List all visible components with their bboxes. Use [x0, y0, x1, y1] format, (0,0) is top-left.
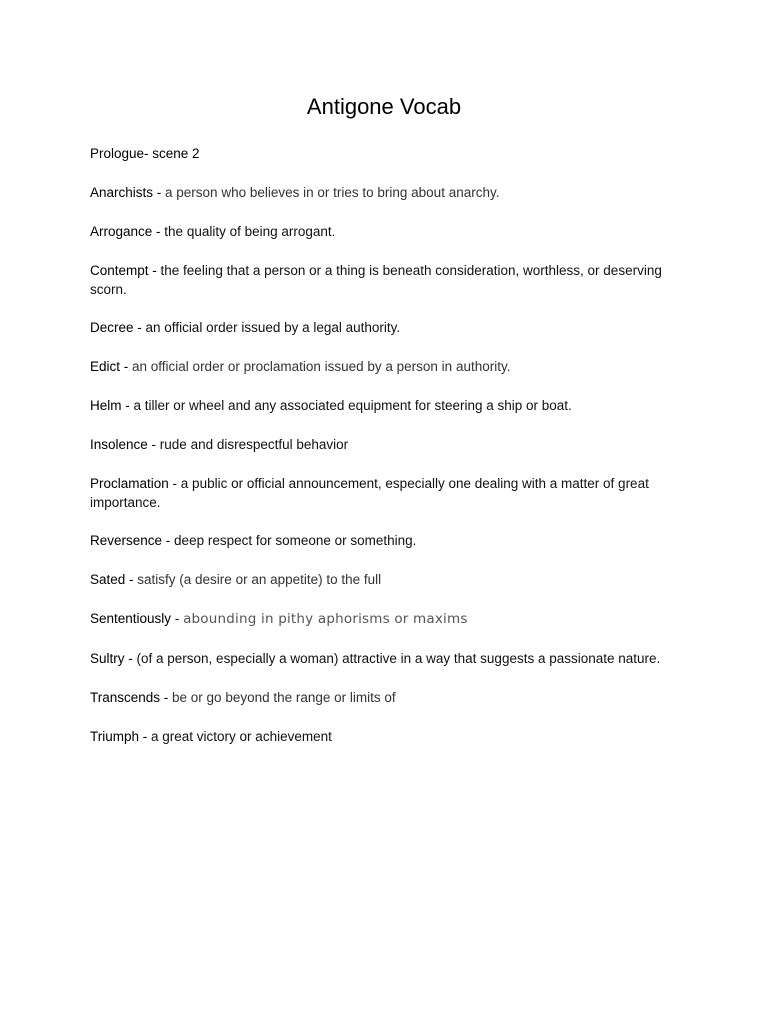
separator: -: [147, 437, 160, 452]
separator: -: [152, 224, 165, 239]
vocab-entry-helm: [90, 396, 690, 415]
vocab-entry-sated: [90, 570, 690, 589]
separator: -: [133, 320, 146, 335]
vocab-term: Triumph: [90, 729, 140, 744]
separator: -: [124, 651, 137, 666]
separator: -: [160, 690, 173, 705]
vocab-definition: abounding in pithy aphorisms or maxims: [183, 611, 468, 627]
vocab-entry-contempt: [90, 261, 690, 299]
vocab-definition: a person who believes in or tries to bring about anarchy.: [165, 185, 500, 200]
vocab-entry-sententiously: [90, 609, 690, 629]
vocab-entry-sultry: [90, 649, 690, 668]
vocab-entry-triumph: [90, 727, 690, 746]
vocab-definition: satisfy (a desire or an appetite) to the full: [137, 572, 382, 587]
vocab-definition: (of a person, especially a woman) attractive in a way that suggests a passionate nature.: [136, 651, 661, 666]
vocab-term: Proclamation: [90, 476, 169, 491]
vocab-definition: rude and disrespectful behavior: [159, 437, 349, 452]
separator: -: [120, 359, 133, 374]
vocab-term: Insolence: [90, 437, 148, 452]
vocab-term: Sultry: [90, 651, 125, 666]
separator: -: [153, 185, 166, 200]
vocab-term: Arrogance: [90, 224, 153, 239]
vocab-entry-reversence: [90, 531, 690, 550]
separator: -: [121, 398, 134, 413]
vocab-entry-edict: [90, 357, 690, 376]
separator: -: [139, 729, 152, 744]
vocab-definition: an official order issued by a legal authority.: [145, 320, 401, 335]
separator: -: [125, 572, 138, 587]
vocab-term: Anarchists: [90, 185, 154, 200]
vocab-entry-insolence: [90, 435, 690, 454]
vocab-definition: be or go beyond the range or limits of: [172, 690, 396, 705]
vocab-term: Decree: [90, 320, 134, 335]
vocab-entry-proclamation: [90, 474, 690, 512]
vocab-term: Edict: [90, 359, 121, 374]
vocab-entry-anarchists: [90, 183, 690, 202]
section-heading: Prologue- scene 2: [90, 146, 200, 161]
vocab-term: Contempt: [90, 263, 149, 278]
vocab-term: Sated: [90, 572, 126, 587]
vocab-definition: the feeling that a person or a thing is beneath consideration, worthless, or deserving scorn.: [90, 263, 662, 297]
vocab-term: Reversence: [90, 533, 163, 548]
vocab-entry-decree: [90, 318, 690, 337]
vocab-term: Helm: [90, 398, 122, 413]
vocab-definition: an official order or proclamation issued by a person in authority.: [132, 359, 511, 374]
vocab-definition: deep respect for someone or something.: [174, 533, 417, 548]
vocab-definition: a great victory or achievement: [151, 729, 332, 744]
vocab-entry-arrogance: [90, 222, 690, 241]
vocab-definition: a tiller or wheel and any associated equipment for steering a ship or boat.: [133, 398, 572, 413]
vocab-definition: a public or official announcement, especially one dealing with a matter of great importance.: [90, 476, 649, 510]
vocab-definition: the quality of being arrogant.: [164, 224, 336, 239]
vocab-entry-transcends: [90, 688, 690, 707]
vocab-list: [90, 144, 690, 766]
separator: -: [148, 263, 161, 278]
vocab-term: Sententiously: [90, 611, 172, 626]
vocab-term: Transcends: [90, 690, 161, 705]
separator: -: [162, 533, 175, 548]
separator: -: [168, 476, 181, 491]
page-title: Antigone Vocab: [306, 94, 462, 119]
separator: -: [171, 611, 184, 626]
